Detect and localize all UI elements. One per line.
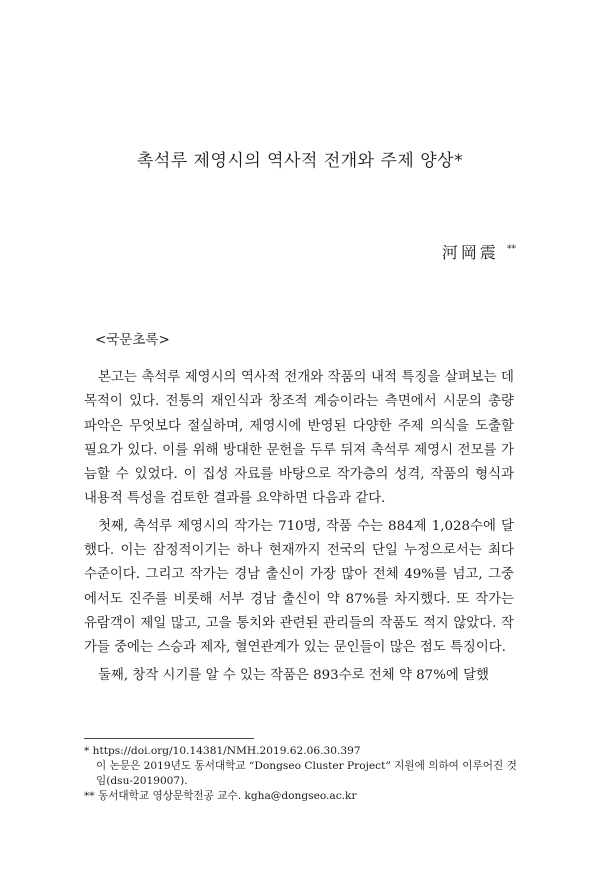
- author-footnote-mark: **: [507, 244, 516, 255]
- footnotes: [84, 744, 524, 804]
- footnote-author: ** 동서대학교 영상문학전공 교수. kgha@dongseo.ac.kr: [84, 790, 357, 802]
- abstract-body: [84, 366, 514, 691]
- footnote-divider: [84, 738, 254, 739]
- footnote-doi: * https://doi.org/10.14381/NMH.2019.62.06.30.397: [84, 745, 361, 757]
- footnote-funding: 이 논문은 2019년도 동서대학교 “Dongseo Cluster Project” 지원에 의하여 이루어진 것임(dsu-2019007).: [96, 760, 517, 787]
- paragraph: 첫째, 촉석루 제영시의 작가는 710명, 작품 수는 884제 1,028수에 달했다. 이는 잠정적이기는 하나 현재까지 전국의 단일 누정으로서는 최다 수준이다. 그리고 작가는 경남 출신이 가장 많아 전체 49%를 넘고, 그중에서도 진주를 비롯해 서부 경남 출신이 약 87%를 차지했다. 또 작가는 유람객이 제일 많고, 고을 통치와 관련된 관리들의 작품도 적지 않았다. 작가들 중에는 스승과 제자, 혈연관계가 있는 문인들이 많은 점도 특징이다.: [84, 518, 514, 656]
- paper-title: 촉석루 제영시의 역사적 전개와 주제 양상*: [136, 151, 464, 171]
- paragraph: 둘째, 창작 시기를 알 수 있는 작품은 893수로 전체 약 87%에 달했: [98, 667, 489, 683]
- paragraph: 본고는 촉석루 제영시의 역사적 전개와 작품의 내적 특징을 살펴보는 데 목적이 있다. 전통의 재인식과 창조적 계승이라는 측면에서 시문의 총량 파악은 무엇보다 절실하며, 제영시에 반영된 다양한 주제 의식을 도출할 필요가 있다. 이를 위해 방대한 문헌을 두루 뒤져 촉석루 제영시 전모를 가늠할 수 있었다. 이 집성 자료를 바탕으로 작가층의 성격, 작품의 형식과 내용적 특성을 검토한 결과를 요약하면 다음과 같다.: [84, 370, 514, 507]
- author-name-text: 河岡震: [441, 243, 499, 262]
- abstract-label: <국문초록>: [95, 332, 170, 348]
- author-name: [442, 240, 516, 263]
